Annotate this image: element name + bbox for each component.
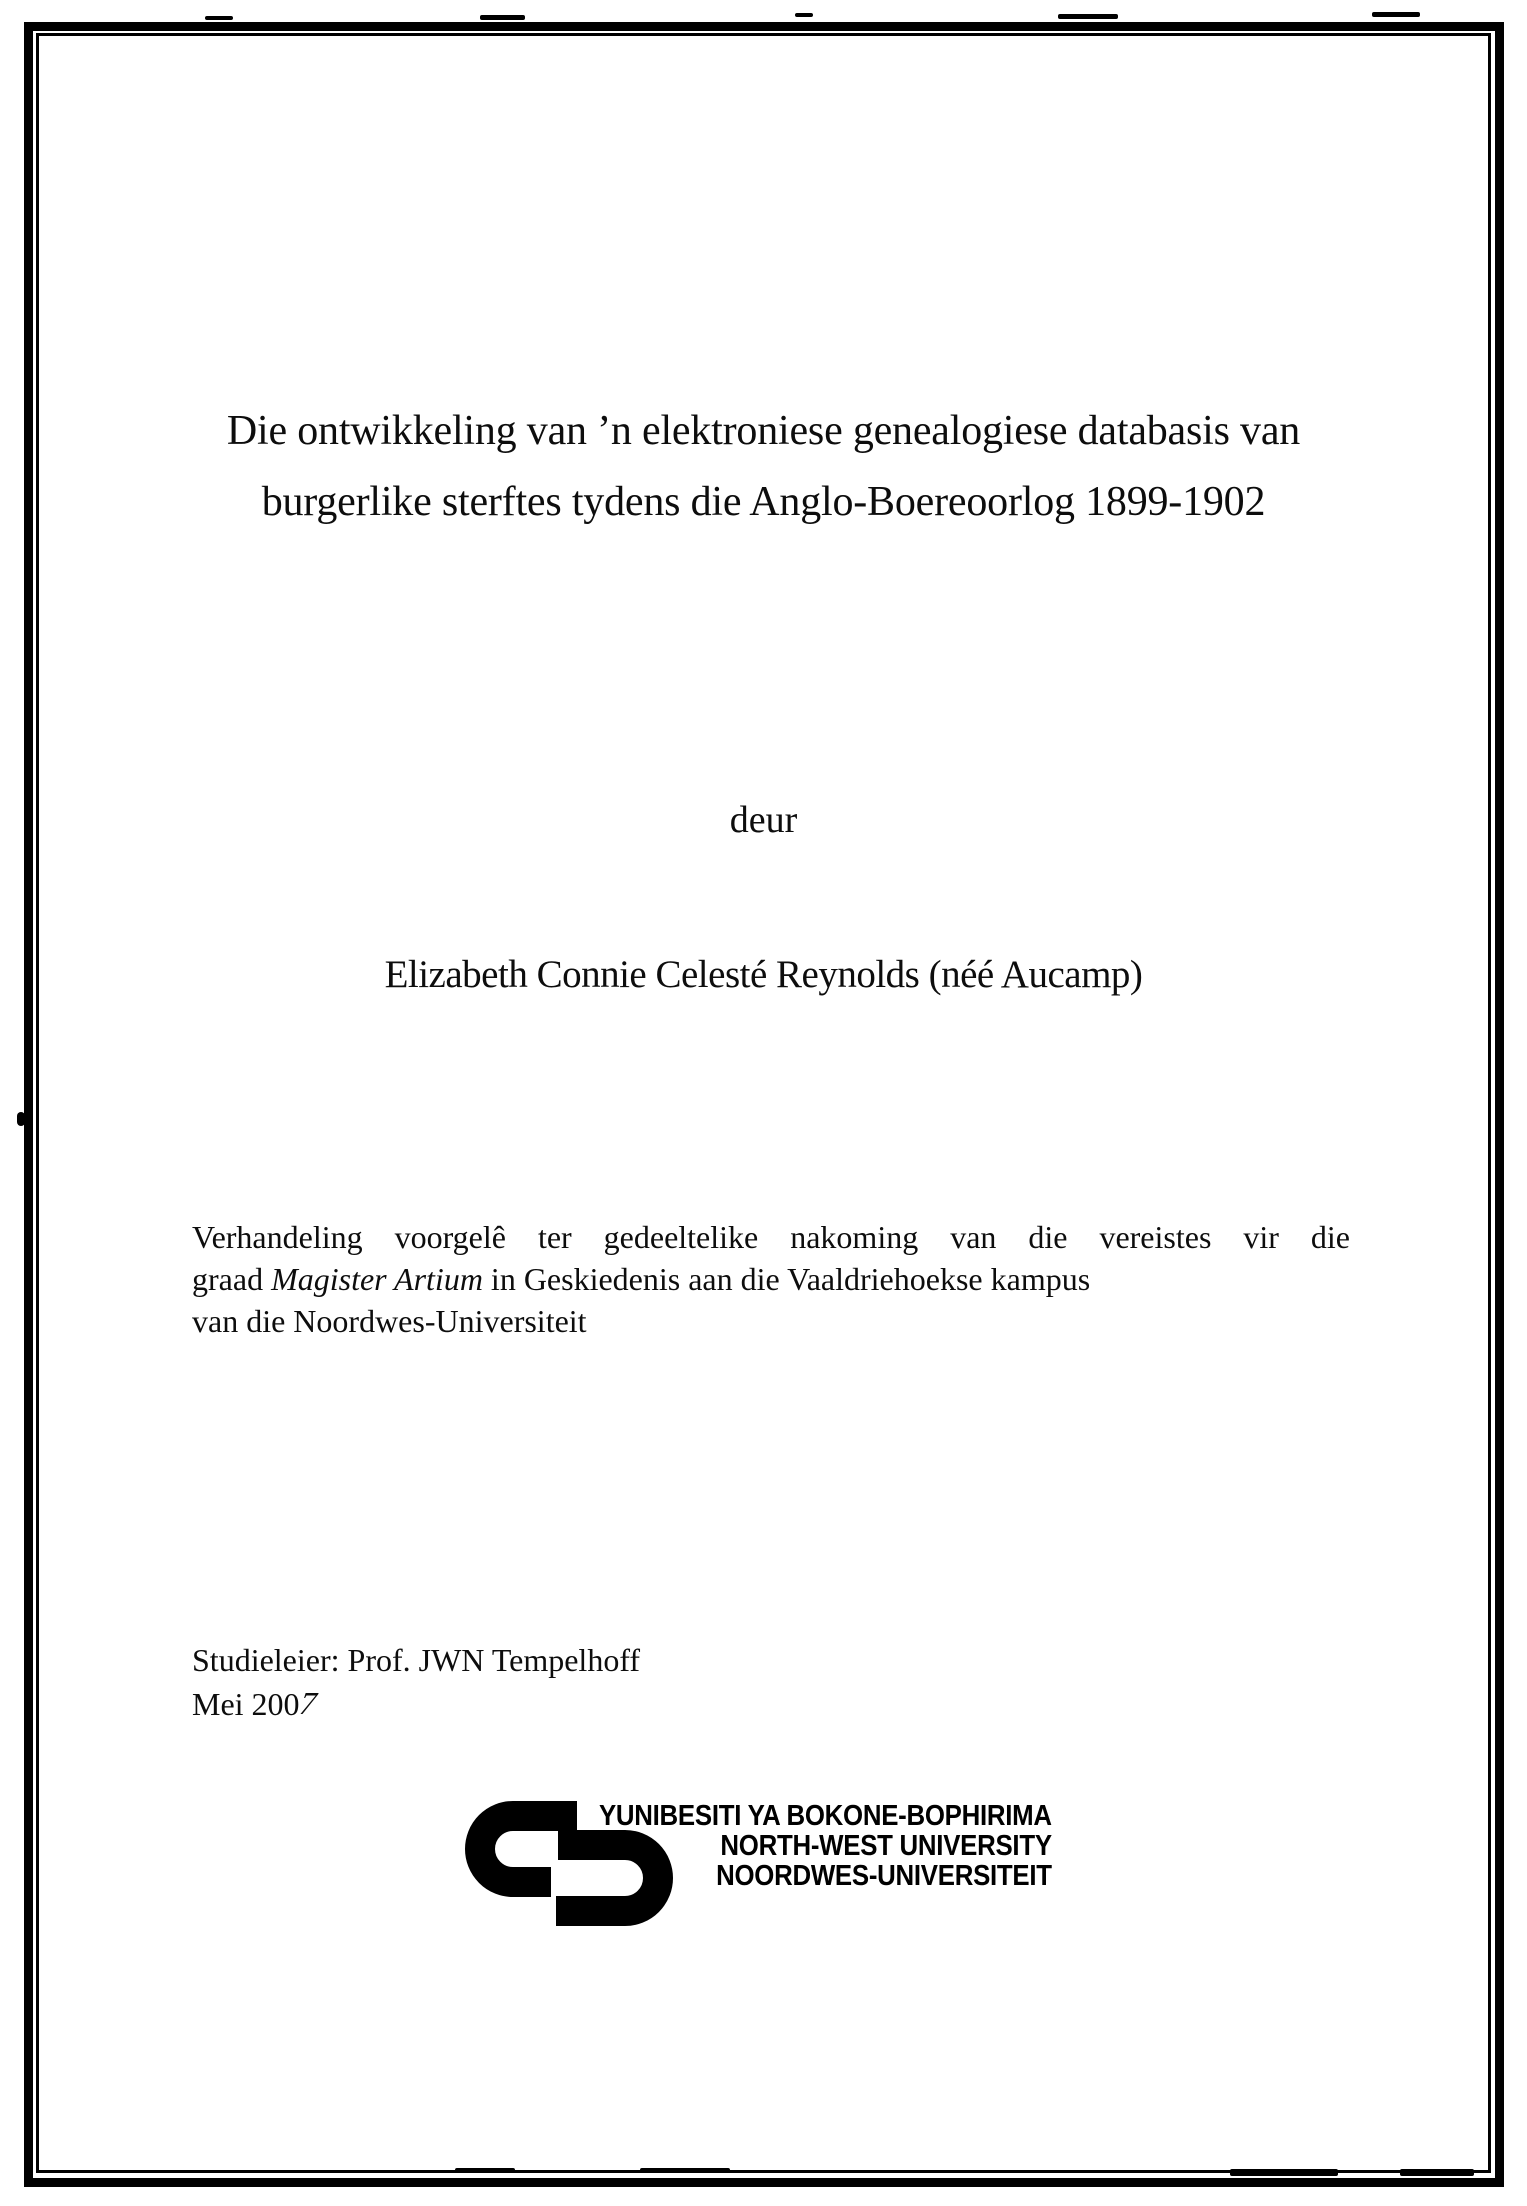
scan-artifact — [1058, 14, 1118, 19]
date-prefix: Mei 200 — [192, 1686, 300, 1722]
scan-artifact — [1230, 2169, 1338, 2176]
thesis-title — [0, 396, 1527, 538]
university-name-afrikaans: NOORDWES-UNIVERSITEIT — [716, 1860, 1052, 1892]
university-name-setswana: YUNIBESITI YA BOKONE-BOPHIRIMA — [599, 1800, 1052, 1832]
university-name-english: NORTH-WEST UNIVERSITY — [720, 1830, 1052, 1862]
scan-artifact — [1400, 2169, 1474, 2176]
description-line2 — [192, 1258, 1350, 1300]
scan-artifact — [455, 2168, 515, 2173]
scan-artifact — [640, 2168, 730, 2173]
thesis-title-line2: burgerlike sterftes tydens die Anglo-Boereoorlog 1899-1902 — [261, 479, 1266, 525]
scan-artifact — [1372, 12, 1420, 17]
university-name-block — [599, 1801, 1052, 1891]
degree-name: Magister Artium — [271, 1261, 483, 1297]
date-line — [192, 1682, 640, 1726]
description-line2-post: in Geskiedenis aan die Vaaldriehoekse kampus — [482, 1261, 1091, 1297]
supervisor-line: Studieleier: Prof. JWN Tempelhoff — [192, 1642, 641, 1678]
byline-label: deur — [729, 799, 798, 841]
description-line1: Verhandeling voorgelê ter gedeeltelike nakoming van die vereistes vir die — [192, 1219, 1350, 1255]
scan-artifact — [17, 1112, 25, 1126]
description-line2-pre: graad — [192, 1261, 272, 1297]
author-name: Elizabeth Connie Celesté Reynolds (néé Aucamp) — [384, 953, 1143, 996]
thesis-title-line1: Die ontwikkeling van ’n elektroniese genealogiese databasis van — [226, 408, 1301, 454]
footer-block — [192, 1638, 640, 1726]
date-last-digit: 7 — [294, 1685, 322, 1721]
thesis-description — [192, 1216, 1350, 1342]
scan-artifact — [795, 13, 813, 17]
description-line3: van die Noordwes-Universiteit — [192, 1303, 587, 1339]
scan-artifact — [480, 15, 525, 20]
scan-artifact — [205, 16, 233, 20]
